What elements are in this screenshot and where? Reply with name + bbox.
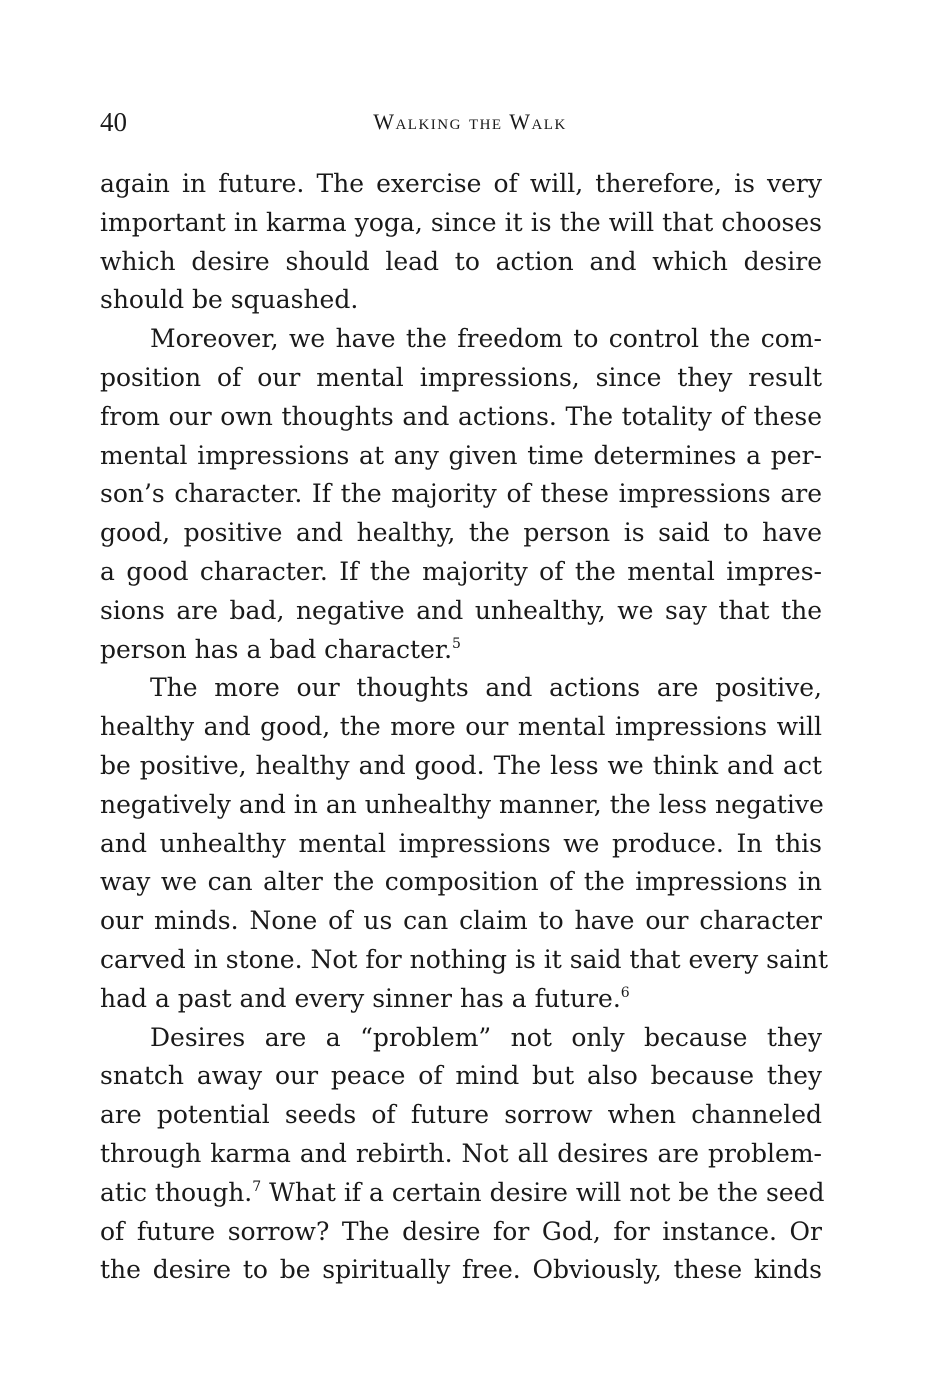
text-line: which desire should lead to action and which desire	[100, 246, 822, 276]
text-line: Moreover, we have the freedom to control the com-	[150, 324, 822, 354]
text-line: are potential seeds of future sorrow when channeled	[100, 1100, 822, 1130]
text-line: good, positive and healthy, the person is said to have	[100, 518, 822, 548]
text-line: had a past and every sinner has a future.$^6$	[100, 983, 630, 1013]
footnote-ref: 6	[620, 984, 630, 1001]
text-line: sions are bad, negative and unhealthy, we say that the	[100, 595, 822, 625]
text-line: position of our mental impressions, since they result	[100, 362, 822, 392]
text-line: mental impressions at any given time determines a per-	[100, 440, 822, 470]
text-line: the desire to be spiritually free. Obviously, these kinds	[100, 1255, 822, 1285]
text-line: and unhealthy mental impressions we produce. In this	[100, 828, 822, 858]
text-line: atic though.$^7$ What if a certain desire will not be the seed	[100, 1177, 825, 1207]
footnote-ref: 5	[452, 635, 461, 652]
text-line: snatch away our peace of mind but also because they	[100, 1061, 822, 1091]
text-line: person has a bad character.$^5$	[100, 634, 461, 664]
text-line: son’s character. If the majority of these impressions are	[100, 479, 822, 509]
text-line: through karma and rebirth. Not all desires are problem-	[100, 1138, 822, 1168]
text-line: of future sorrow? The desire for God, for instance. Or	[100, 1216, 822, 1246]
footnote-ref: 7	[252, 1178, 262, 1195]
page-number: 40	[100, 107, 127, 137]
text-line: should be squashed.	[100, 285, 359, 315]
running-head	[100, 104, 820, 144]
text-line: again in future. The exercise of will, therefore, is very	[100, 169, 822, 198]
text-line: healthy and good, the more our mental impressions will	[100, 712, 822, 742]
text-line: The more our thoughts and actions are positive,	[150, 673, 822, 703]
text-line: from our own thoughts and actions. The totality of these	[100, 401, 822, 431]
text-line: be positive, healthy and good. The less we think and act	[100, 750, 822, 780]
text-line: important in karma yoga, since it is the will that chooses	[100, 207, 822, 237]
running-head-title: Walking the Walk	[373, 109, 567, 134]
text-line: carved in stone. Not for nothing is it said that every saint	[100, 944, 829, 974]
text-line: a good character. If the majority of the mental impres-	[100, 556, 822, 586]
text-line: way we can alter the composition of the impressions in	[100, 867, 822, 897]
text-line: our minds. None of us can claim to have our character	[100, 906, 822, 936]
body-text	[100, 165, 829, 1290]
text-line: Desires are a “problem” not only because they	[150, 1022, 822, 1052]
text-line: negatively and in an unhealthy manner, the less negative	[100, 789, 824, 819]
